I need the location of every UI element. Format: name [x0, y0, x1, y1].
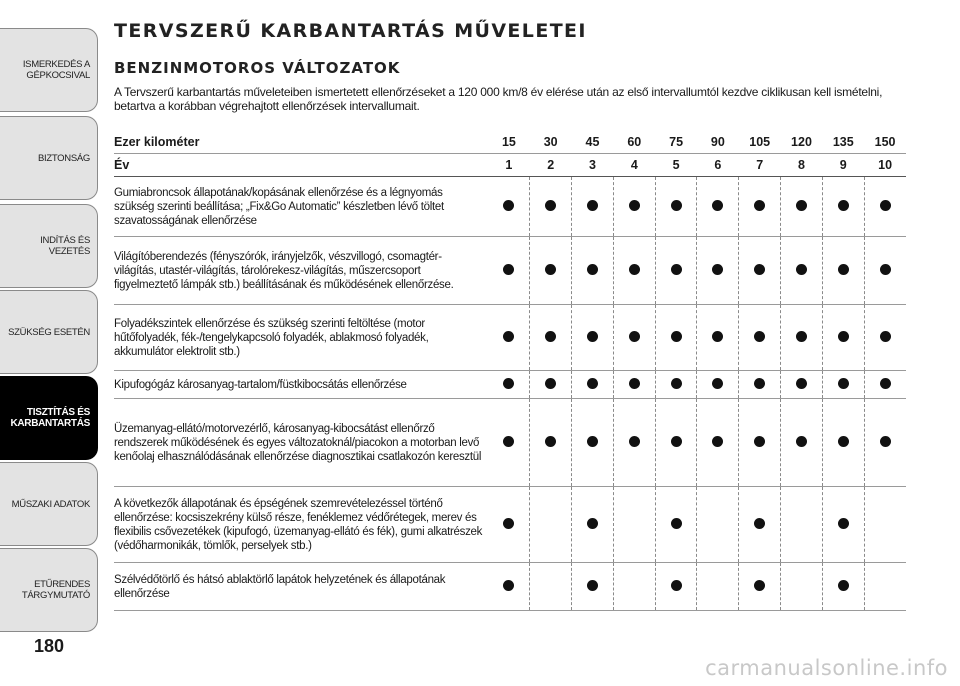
check-dot-icon [712, 378, 723, 389]
page-content [114, 20, 906, 113]
check-dot-icon [754, 580, 765, 591]
check-dot-icon [503, 580, 514, 591]
table-row [114, 305, 906, 371]
check-dot-icon [754, 378, 765, 389]
interval-cell [530, 399, 572, 487]
km-header-row [114, 131, 906, 154]
check-description: A következők állapotának és épségének szemrevételezéssel történő ellenőrzése: kocsiszekrény külső része, fenéklemez védőrétegek, merev és flexibilis csővezetékek (kipufogó, üzemanyag-ellátó és fék), gumi alkatrészek (védőharmonikák, tömlők, perselyek stb.) [114, 487, 488, 563]
year-value: 2 [530, 154, 572, 177]
check-dot-icon [754, 518, 765, 529]
interval-cell [781, 399, 823, 487]
table-row [114, 371, 906, 399]
check-dot-icon [503, 436, 514, 447]
year-value: 5 [655, 154, 697, 177]
check-dot-icon [629, 200, 640, 211]
check-dot-icon [838, 200, 849, 211]
tab-label: MŰSZAKI ADATOK [11, 498, 90, 510]
interval-cell [697, 371, 739, 399]
check-dot-icon [545, 264, 556, 275]
interval-cell [655, 177, 697, 237]
interval-cell [697, 563, 739, 611]
km-value: 120 [781, 131, 823, 154]
interval-cell [739, 237, 781, 305]
interval-cell [613, 237, 655, 305]
interval-cell [655, 399, 697, 487]
check-dot-icon [838, 264, 849, 275]
interval-cell [781, 237, 823, 305]
interval-cell [781, 371, 823, 399]
check-dot-icon [671, 200, 682, 211]
km-value: 60 [613, 131, 655, 154]
interval-cell [613, 305, 655, 371]
interval-cell [781, 305, 823, 371]
tab-label: BIZTONSÁG [37, 152, 90, 164]
check-dot-icon [503, 200, 514, 211]
check-dot-icon [880, 264, 891, 275]
interval-cell [697, 487, 739, 563]
check-dot-icon [796, 378, 807, 389]
interval-cell [488, 487, 530, 563]
km-value: 150 [864, 131, 906, 154]
interval-cell [822, 237, 864, 305]
check-description: Világítóberendezés (fényszórók, irányjelzők, vészvillogó, csomagtér-világítás, utastér-világítás, tárolórekesz-világítás, műszercsoport figyelmeztető lámpák stb.) beállításának és működésének ellenőrzése. [114, 237, 488, 305]
interval-cell [739, 177, 781, 237]
interval-cell [530, 305, 572, 371]
table-row [114, 177, 906, 237]
interval-cell [530, 371, 572, 399]
check-dot-icon [712, 264, 723, 275]
interval-cell [488, 305, 530, 371]
interval-cell [864, 371, 906, 399]
check-dot-icon [503, 518, 514, 529]
interval-cell [781, 177, 823, 237]
section-subtitle: BENZINMOTOROS VÁLTOZATOK [114, 59, 401, 77]
check-description: Üzemanyag-ellátó/motorvezérlő, károsanyag-kibocsátást ellenőrző rendszerek működésének és egyes változatoknál/piacokon a motorban levő kenőolaj elhasználódásának ellenőrzése diagnosztikai csatlakozón keresztül [114, 399, 488, 487]
check-dot-icon [671, 580, 682, 591]
check-dot-icon [545, 436, 556, 447]
check-dot-icon [545, 378, 556, 389]
interval-cell [739, 371, 781, 399]
interval-cell [739, 305, 781, 371]
interval-cell [655, 563, 697, 611]
interval-cell [572, 305, 614, 371]
tab-szukseg-eseten[interactable] [0, 290, 98, 374]
interval-cell [822, 305, 864, 371]
check-dot-icon [838, 378, 849, 389]
check-dot-icon [712, 331, 723, 342]
tab-tisztitas-es-karbantartas[interactable] [0, 376, 98, 460]
maintenance-schedule-table [114, 131, 906, 611]
check-dot-icon [754, 436, 765, 447]
km-value: 75 [655, 131, 697, 154]
table-row [114, 487, 906, 563]
km-label: Ezer kilométer [114, 131, 488, 154]
interval-cell [613, 371, 655, 399]
check-dot-icon [838, 580, 849, 591]
check-description: Gumiabroncsok állapotának/kopásának ellenőrzése és a légnyomás szükség szerinti beállítása; „Fix&Go Automatic” készletben lévő töltet szavatosságának ellenőrzése [114, 177, 488, 237]
year-label: Év [114, 154, 488, 177]
intro-paragraph: A Tervszerű karbantartás műveleteiben ismertetett ellenőrzéseket a 120 000 km/8 év elérése után az első intervallumtól kezdve ciklikusan kell ismételni, betartva a korábban végrehajtott ellenőrzések intervallumait. [114, 85, 883, 113]
year-value: 10 [864, 154, 906, 177]
interval-cell [530, 563, 572, 611]
interval-cell [864, 399, 906, 487]
page-number: 180 [34, 636, 65, 656]
interval-cell [613, 563, 655, 611]
check-dot-icon [671, 436, 682, 447]
tab-label: INDÍTÁS ÉS VEZETÉS [40, 235, 90, 257]
km-value: 135 [822, 131, 864, 154]
interval-cell [655, 237, 697, 305]
interval-cell [697, 237, 739, 305]
interval-cell [655, 487, 697, 563]
interval-cell [488, 399, 530, 487]
interval-cell [572, 487, 614, 563]
check-dot-icon [587, 264, 598, 275]
check-dot-icon [587, 200, 598, 211]
chapter-tabs [0, 0, 100, 640]
interval-cell [864, 305, 906, 371]
interval-cell [864, 237, 906, 305]
tab-label: ETŰRENDES TÁRGYMUTATÓ [21, 579, 90, 601]
check-dot-icon [545, 331, 556, 342]
year-value: 6 [697, 154, 739, 177]
check-dot-icon [838, 436, 849, 447]
check-dot-icon [587, 436, 598, 447]
year-value: 8 [781, 154, 823, 177]
check-dot-icon [503, 378, 514, 389]
page-title: TERVSZERŰ KARBANTARTÁS MŰVELETEI [114, 20, 587, 42]
check-dot-icon [671, 264, 682, 275]
year-value: 7 [739, 154, 781, 177]
km-value: 30 [530, 131, 572, 154]
interval-cell [655, 371, 697, 399]
km-value: 15 [488, 131, 530, 154]
check-dot-icon [796, 331, 807, 342]
tab-targymutato[interactable] [0, 548, 98, 632]
check-dot-icon [796, 264, 807, 275]
year-value: 4 [613, 154, 655, 177]
interval-cell [655, 305, 697, 371]
check-dot-icon [545, 200, 556, 211]
check-dot-icon [796, 436, 807, 447]
interval-cell [822, 487, 864, 563]
interval-cell [572, 371, 614, 399]
year-header-row [114, 154, 906, 177]
interval-cell [822, 563, 864, 611]
tab-label: TISZTÍTÁS ÉS KARBANTARTÁS [10, 407, 90, 429]
check-dot-icon [712, 200, 723, 211]
interval-cell [864, 177, 906, 237]
check-dot-icon [587, 518, 598, 529]
interval-cell [613, 177, 655, 237]
check-dot-icon [712, 436, 723, 447]
check-dot-icon [671, 331, 682, 342]
tab-ismerkedes[interactable] [0, 28, 98, 112]
watermark: carmanualsonline.info [705, 656, 948, 680]
check-dot-icon [629, 436, 640, 447]
interval-cell [781, 487, 823, 563]
check-dot-icon [629, 331, 640, 342]
check-description: Kipufogógáz károsanyag-tartalom/füstkibocsátás ellenőrzése [114, 371, 488, 399]
interval-cell [613, 399, 655, 487]
check-dot-icon [880, 378, 891, 389]
check-description: Folyadékszintek ellenőrzése és szükség szerinti feltöltése (motor hűtőfolyadék, fék-/tengelykapcsoló folyadék, ablakmosó folyadék, akkumulátor elektrolit stb.) [114, 305, 488, 371]
check-dot-icon [754, 200, 765, 211]
check-dot-icon [796, 200, 807, 211]
km-value: 90 [697, 131, 739, 154]
check-dot-icon [838, 518, 849, 529]
check-dot-icon [629, 378, 640, 389]
check-dot-icon [629, 264, 640, 275]
table-row [114, 237, 906, 305]
check-dot-icon [671, 378, 682, 389]
interval-cell [572, 563, 614, 611]
check-dot-icon [754, 331, 765, 342]
check-dot-icon [880, 200, 891, 211]
check-dot-icon [671, 518, 682, 529]
interval-cell [822, 399, 864, 487]
check-dot-icon [503, 331, 514, 342]
check-dot-icon [754, 264, 765, 275]
check-dot-icon [838, 331, 849, 342]
interval-cell [488, 177, 530, 237]
interval-cell [739, 563, 781, 611]
year-value: 3 [572, 154, 614, 177]
interval-cell [530, 237, 572, 305]
interval-cell [697, 399, 739, 487]
km-value: 45 [572, 131, 614, 154]
tab-label: SZÜKSÉG ESETÉN [8, 326, 90, 338]
interval-cell [781, 563, 823, 611]
interval-cell [864, 563, 906, 611]
table-row [114, 399, 906, 487]
check-dot-icon [503, 264, 514, 275]
check-dot-icon [587, 378, 598, 389]
check-description: Szélvédőtörlő és hátsó ablaktörlő lapátok helyzetének és állapotának ellenőrzése [114, 563, 488, 611]
interval-cell [488, 237, 530, 305]
interval-cell [488, 563, 530, 611]
tab-label: ISMERKEDÉS A GÉPKOCSIVAL [22, 59, 90, 81]
year-value: 1 [488, 154, 530, 177]
tab-biztonsag[interactable] [0, 116, 98, 200]
interval-cell [822, 371, 864, 399]
check-dot-icon [587, 580, 598, 591]
interval-cell [572, 237, 614, 305]
interval-cell [697, 177, 739, 237]
interval-cell [572, 399, 614, 487]
tab-inditas-es-vezetes[interactable] [0, 204, 98, 288]
table-row [114, 563, 906, 611]
check-dot-icon [587, 331, 598, 342]
interval-cell [739, 487, 781, 563]
interval-cell [739, 399, 781, 487]
interval-cell [488, 371, 530, 399]
km-value: 105 [739, 131, 781, 154]
check-dot-icon [880, 436, 891, 447]
interval-cell [530, 487, 572, 563]
interval-cell [822, 177, 864, 237]
year-value: 9 [822, 154, 864, 177]
interval-cell [864, 487, 906, 563]
tab-muszaki-adatok[interactable] [0, 462, 98, 546]
interval-cell [613, 487, 655, 563]
interval-cell [697, 305, 739, 371]
interval-cell [530, 177, 572, 237]
interval-cell [572, 177, 614, 237]
check-dot-icon [880, 331, 891, 342]
